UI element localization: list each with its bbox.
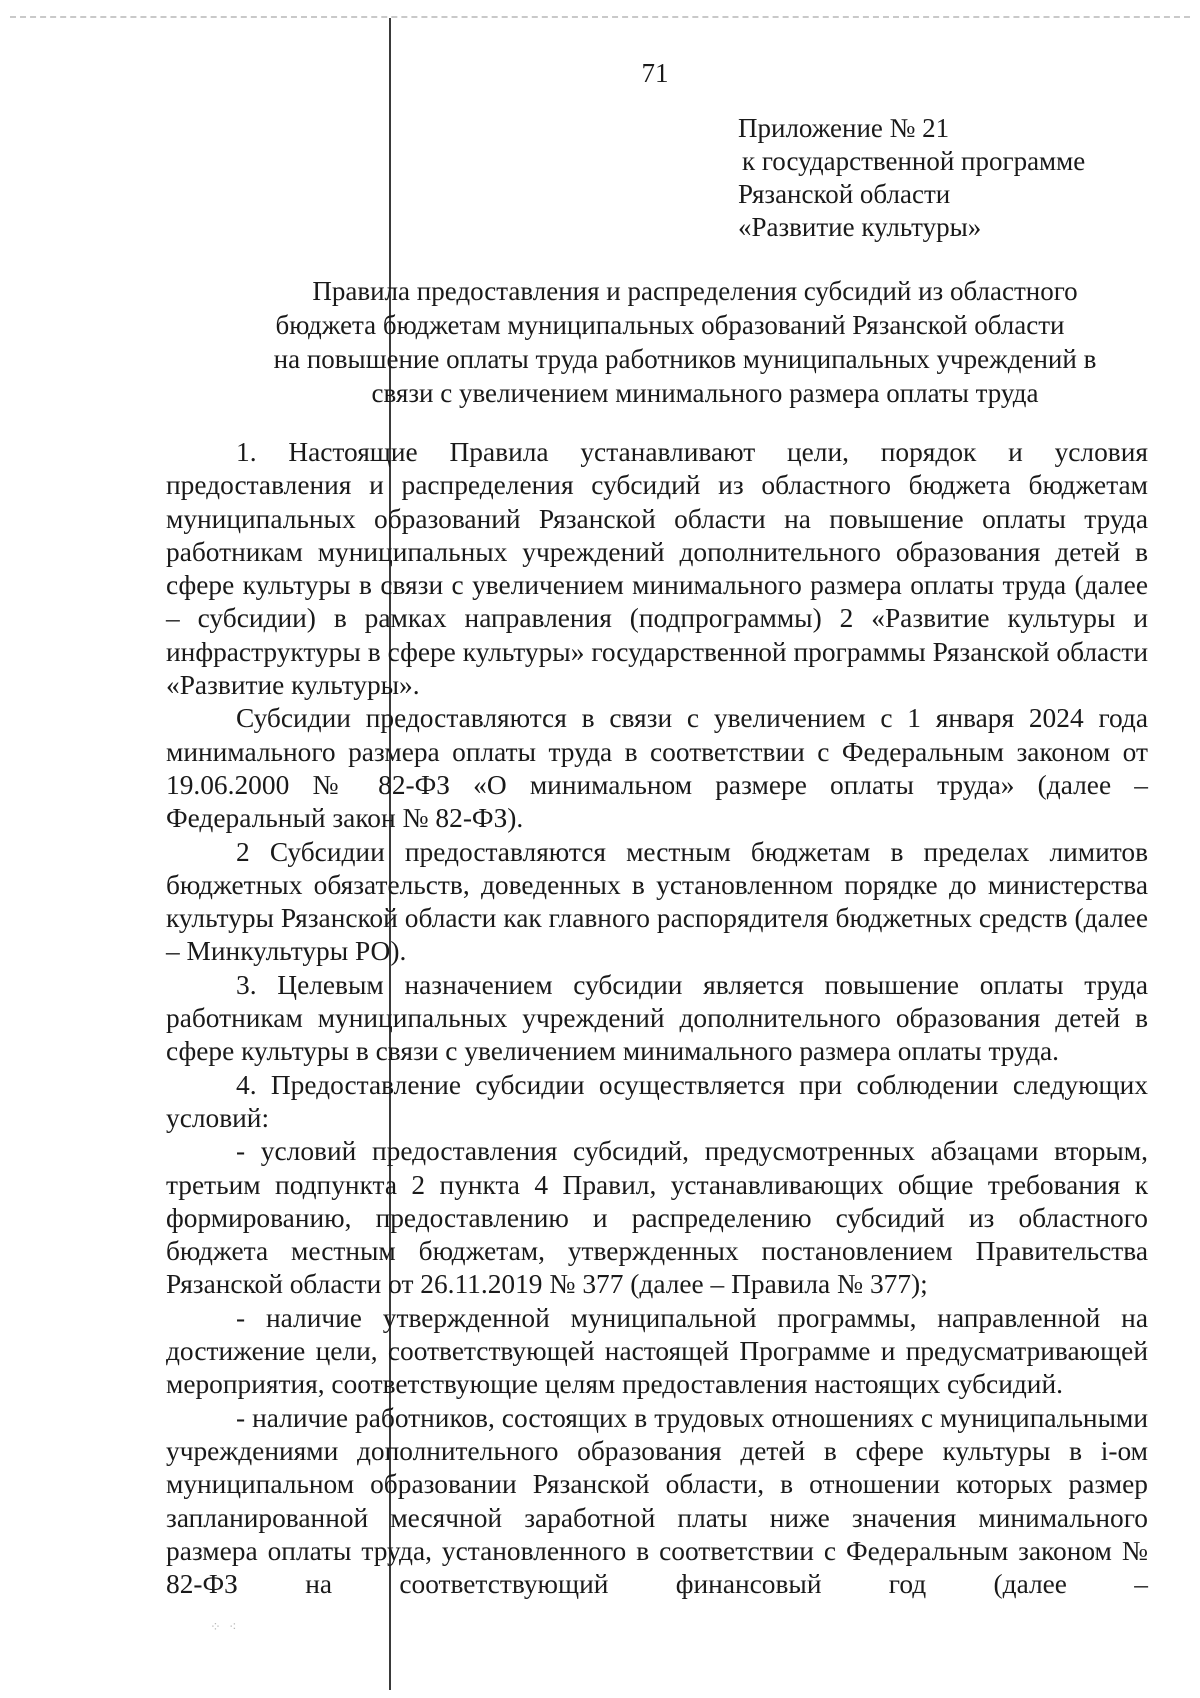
page-number: 71: [641, 58, 669, 88]
scan-smudge: ⁘ ⁖: [210, 1620, 239, 1635]
appendix-line: к государственной программе: [742, 146, 1086, 176]
title-line: бюджета бюджетам муниципальных образований Рязанской области: [275, 310, 1065, 340]
title-line: связи с увеличением минимального размера оплаты труда: [371, 378, 1039, 408]
appendix-line: «Развитие культуры»: [738, 212, 982, 242]
scan-border-artifact: [10, 16, 1190, 18]
title-line: на повышение оплаты труда работников муниципальных учреждений в: [273, 344, 1097, 374]
list-item: - наличие утвержденной муниципальной программы, направленной на достижение цели, соответствующей настоящей Программе и предусматривающей мероприятия, соответствующие целям предоставления настоящих субсидий.: [166, 1302, 1148, 1400]
document-title: [165, 274, 1165, 410]
list-item: - наличие работников, состоящих в трудовых отношениях с муниципальными учреждениями дополнительного образования детей в сфере культуры в i-ом муниципальном образовании Рязанской области, в отношении которых размер запланированной месячной заработной платы ниже значения минимального размера оплаты труда, установленного в соответствии с Федеральным законом № 82-ФЗ на соответствующий финансовый год (далее –: [166, 1402, 1148, 1600]
paragraph: 1. Настоящие Правила устанавливают цели, порядок и условия предоставления и распределения субсидий из областного бюджета бюджетам муниципальных образований Рязанской области на повышение оплаты труда работникам муниципальных учреждений дополнительного образования детей в сфере культуры в связи с увеличением минимального размера оплаты труда (далее – субсидии) в рамках направления (подпрограммы) 2 «Развитие культуры и инфраструктуры в сфере культуры» государственной программы Рязанской области «Развитие культуры».: [166, 437, 1148, 701]
title-line: Правила предоставления и распределения субсидий из областного: [312, 276, 1078, 306]
list-item: - условий предоставления субсидий, предусмотренных абзацами вторым, третьим подпункта 2 пункта 4 Правил, устанавливающих общие требования к формированию, предоставлению и распределению субсидий из областного бюджета местным бюджетам, утвержденных постановлением Правительства Рязанской области от 26.11.2019 № 377 (далее – Правила № 377);: [166, 1136, 1148, 1300]
paragraph: 4. Предоставление субсидии осуществляется при соблюдении следующих условий:: [166, 1069, 1148, 1133]
document-body: [166, 436, 1148, 1601]
appendix-header: [738, 112, 1178, 244]
paragraph: 2 Субсидии предоставляются местным бюджетам в пределах лимитов бюджетных обязательств, доведенных в установленном порядке до министерства культуры Рязанской области как главного распорядителя бюджетных средств (далее – Минкультуры РО).: [166, 836, 1148, 967]
appendix-line: Приложение № 21: [738, 113, 950, 143]
paragraph: Субсидии предоставляются в связи с увеличением с 1 января 2024 года минимального размера оплаты труда в соответствии с Федеральным законом от 19.06.2000 № 82-ФЗ «О минимальном размере оплаты труда» (далее – Федеральный закон № 82-ФЗ).: [166, 703, 1148, 834]
appendix-line: Рязанской области: [738, 179, 951, 209]
paragraph: 3. Целевым назначением субсидии является повышение оплаты труда работникам муниципальных учреждений дополнительного образования детей в сфере культуры в связи с увеличением минимального размера оплаты труда.: [166, 969, 1148, 1067]
